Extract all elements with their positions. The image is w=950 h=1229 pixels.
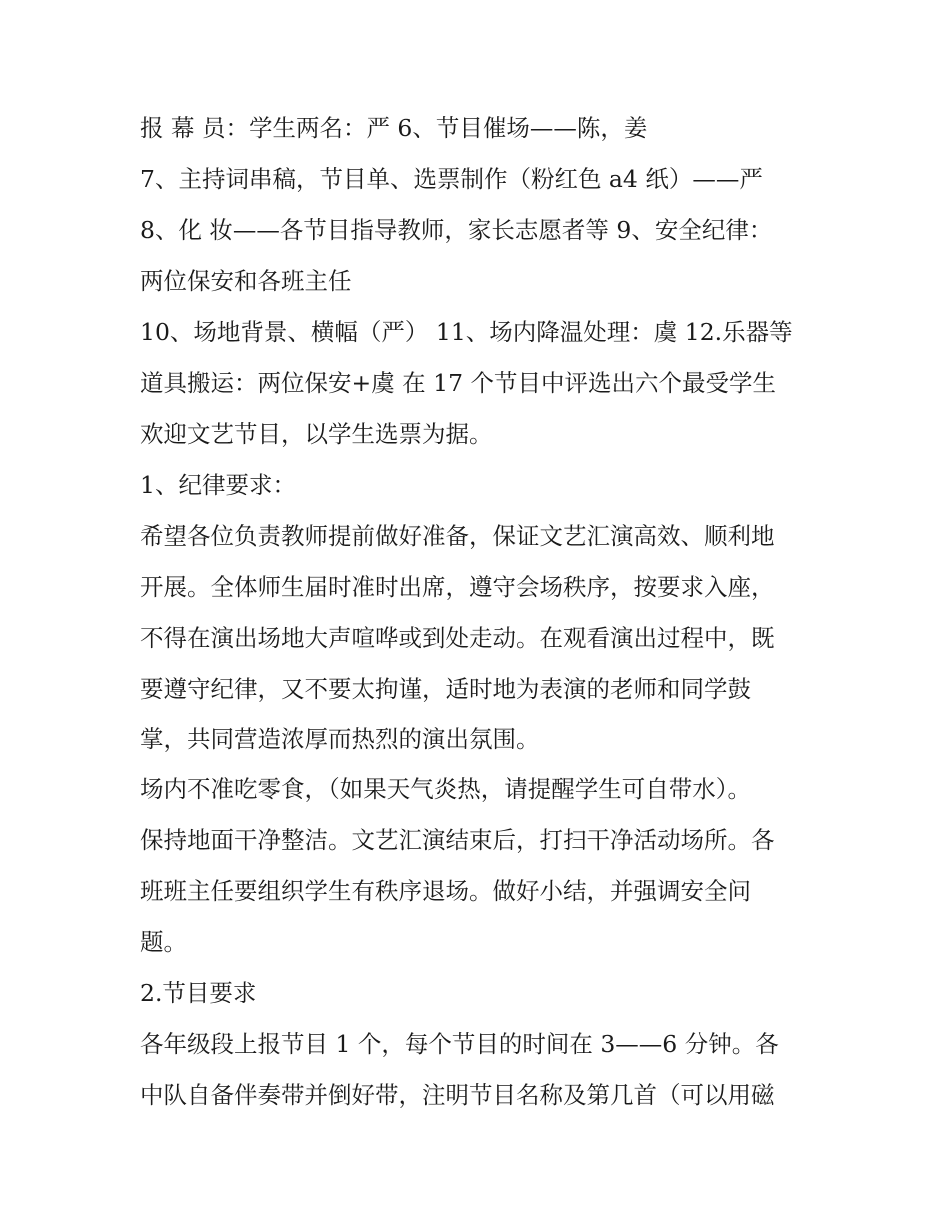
section-heading-discipline: 1、纪律要求： <box>140 471 296 499</box>
text-line-2: 7、主持词串稿，节目单、选票制作（粉红色 a4 纸）——严 <box>140 165 763 193</box>
text-line-4: 两位保安和各班主任 <box>140 267 352 295</box>
text-line-15: 保持地面干净整洁。文艺汇演结束后，打扫干净活动场所。各 <box>140 826 775 854</box>
text-line-16: 班班主任要组织学生有秩序退场。做好小结，并强调安全问 <box>140 877 751 905</box>
section-heading-program: 2.节目要求 <box>140 979 257 1007</box>
text-line-11: 不得在演出场地大声喧哗或到处走动。在观看演出过程中，既 <box>140 624 775 652</box>
text-line-13: 掌，共同营造浓厚而热烈的演出氛围。 <box>140 725 540 753</box>
text-line-17: 题。 <box>140 928 187 956</box>
text-line-14: 场内不准吃零食，（如果天气炎热，请提醒学生可自带水）。 <box>140 775 751 803</box>
text-line-12: 要遵守纪律，又不要太拘谨，适时地为表演的老师和同学鼓 <box>140 675 751 703</box>
text-line-3: 8、化 妆——各节目指导教师，家长志愿者等 9、安全纪律： <box>140 216 773 244</box>
text-line-5: 10、场地背景、横幅（严） 11、场内降温处理：虞 12.乐器等 <box>140 318 793 346</box>
text-line-19: 各年级段上报节目 1 个，每个节目的时间在 3——6 分钟。各 <box>140 1030 779 1058</box>
text-line-20: 中队自备伴奏带并倒好带，注明节目名称及第几首（可以用磁 <box>140 1081 775 1109</box>
text-line-6: 道具搬运：两位保安+虞 在 17 个节目中评选出六个最受学生 <box>140 369 777 397</box>
text-line-7: 欢迎文艺节目，以学生选票为据。 <box>140 420 493 448</box>
text-line-1: 报 幕 员：学生两名：严 6、节目催场——陈，姜 <box>140 114 648 142</box>
text-line-10: 开展。全体师生届时准时出席，遵守会场秩序，按要求入座， <box>140 573 775 601</box>
text-line-9: 希望各位负责教师提前做好准备，保证文艺汇演高效、顺利地 <box>140 522 775 550</box>
